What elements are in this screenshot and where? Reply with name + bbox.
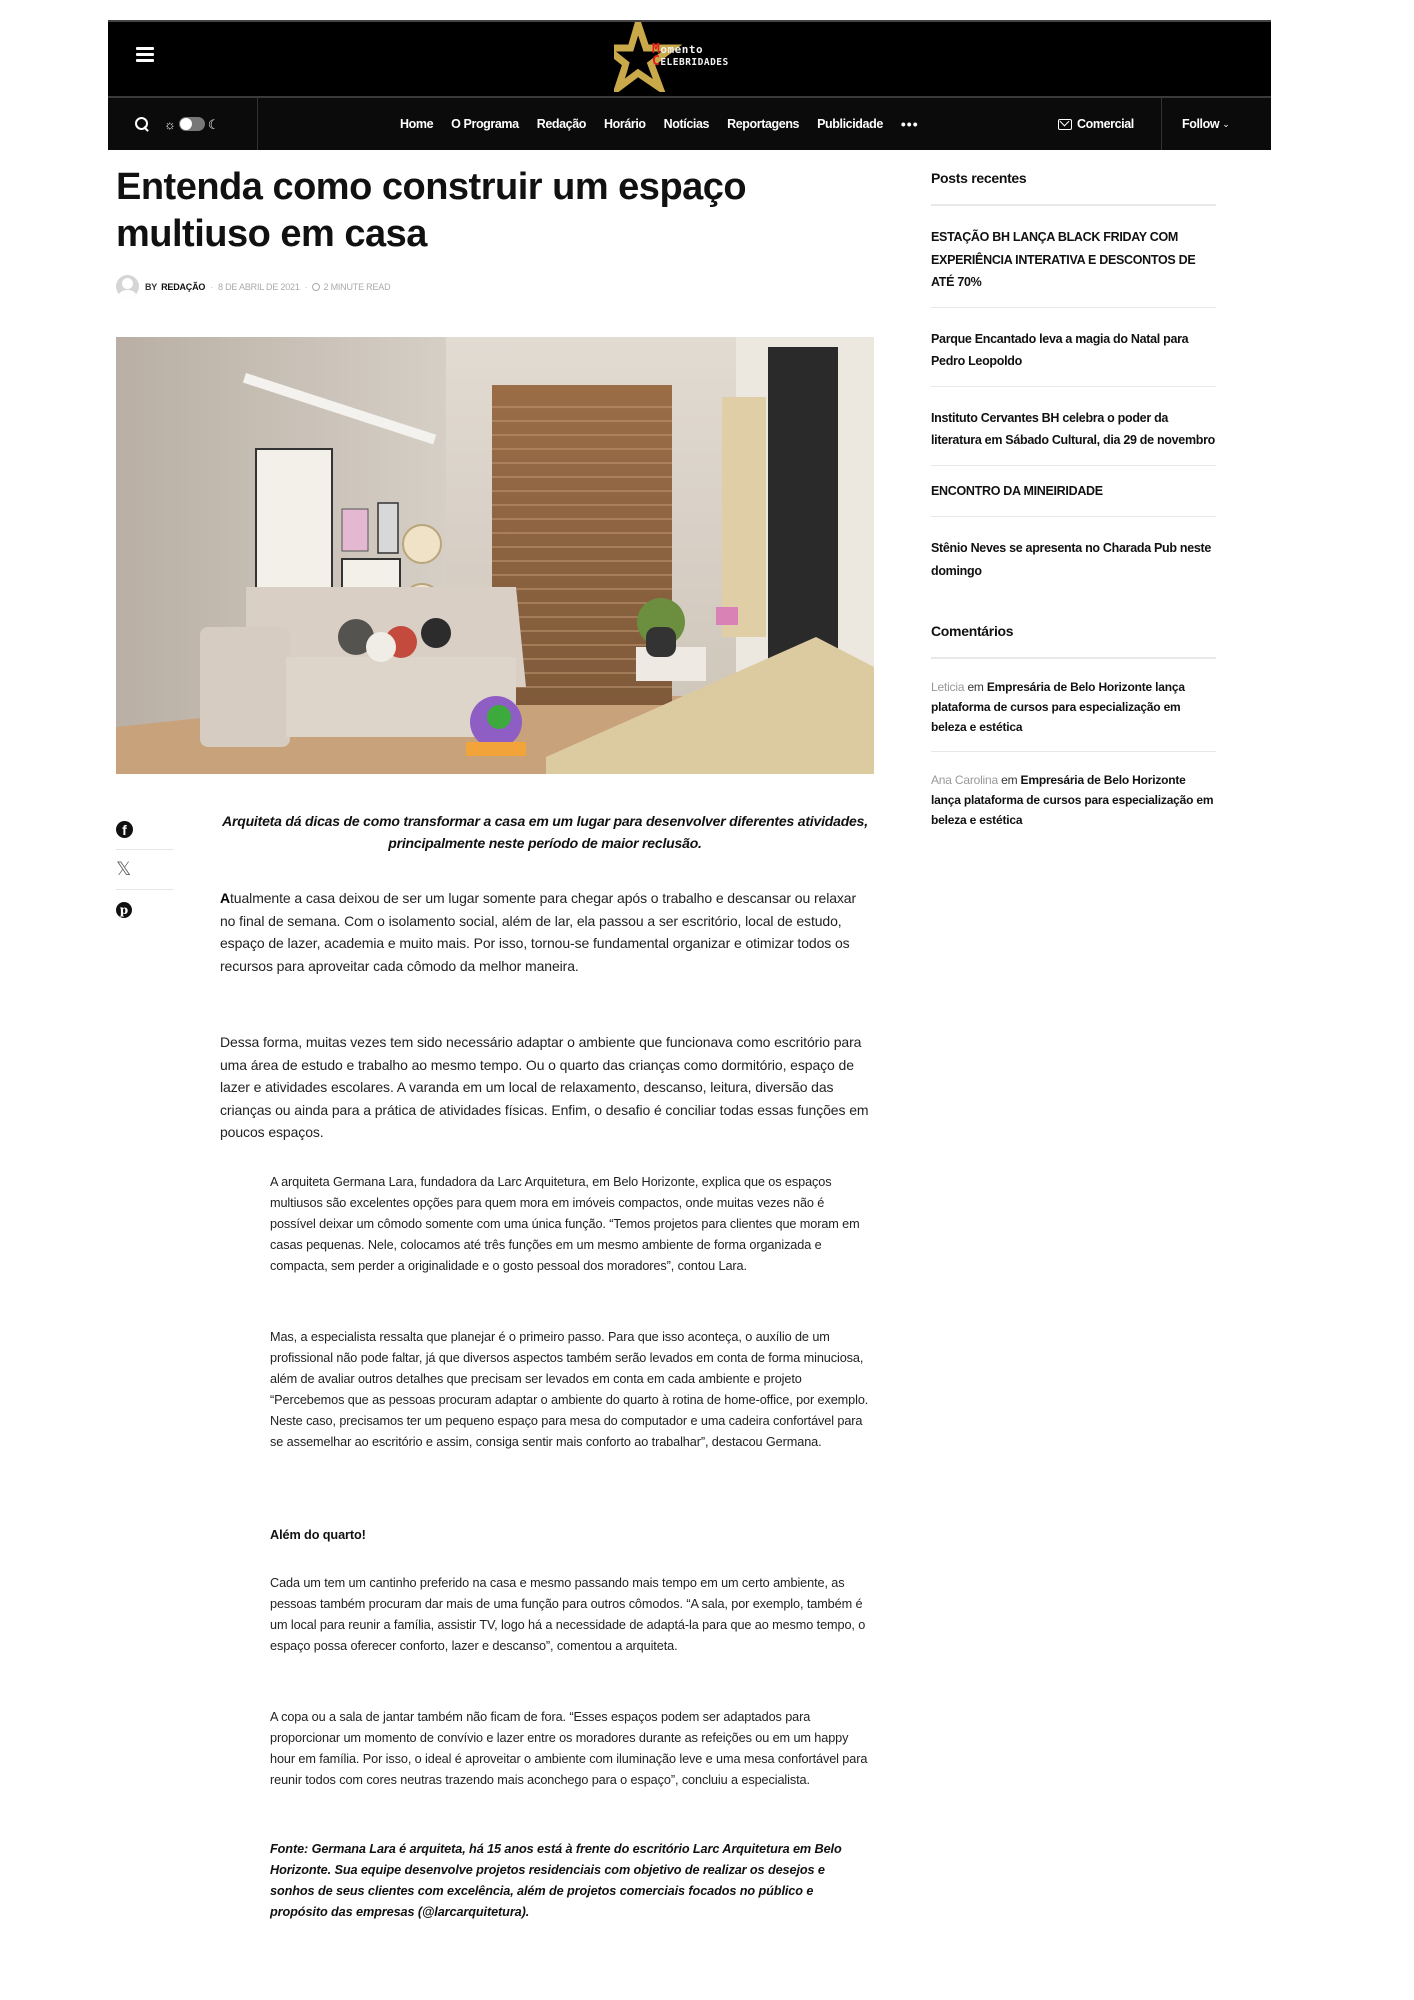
moon-icon: ☾ bbox=[207, 116, 220, 132]
comercial-link[interactable] bbox=[1058, 98, 1134, 150]
comment-em: em bbox=[1001, 773, 1018, 787]
nav-item-o-programa[interactable]: O Programa bbox=[451, 117, 519, 131]
author-avatar[interactable] bbox=[116, 275, 139, 298]
nav-item-horario[interactable]: Horário bbox=[604, 117, 646, 131]
recent-post-link[interactable]: Parque Encantado leva a magia do Natal para Pedro Leopoldo bbox=[931, 308, 1216, 387]
comment-post-link[interactable]: Empresária de Belo Horizonte lança plataforma de cursos para especialização em beleza e estética bbox=[931, 773, 1214, 827]
paragraph-text: tualmente a casa deixou de ser um lugar somente para chegar após o trabalho e descansar ou relaxar no final de semana. Com o isolamento social, além de lar, ela passou a ser escritório, local de estudo, espaço de lazer, academia e muito mais. Por isso, tornou-se fundamental organizar e otimizar todos os recursos para aproveitar cada cômodo da melhor maneira. bbox=[220, 890, 857, 974]
comment-author[interactable]: Leticia bbox=[931, 680, 965, 694]
sidebar bbox=[931, 170, 1216, 844]
site-header bbox=[108, 20, 1271, 150]
mail-icon bbox=[1058, 119, 1072, 130]
header-top-bar bbox=[108, 20, 1271, 96]
room-illustration bbox=[116, 337, 874, 774]
comercial-label: Comercial bbox=[1077, 117, 1134, 131]
recent-post-link[interactable]: ENCONTRO DA MINEIRIDADE bbox=[931, 466, 1216, 518]
facebook-icon: f bbox=[116, 821, 133, 838]
x-icon: 𝕏 bbox=[116, 858, 132, 880]
article-paragraph: A copa ou a sala de jantar também não ficam de fora. “Esses espaços podem ser adaptados para proporcionar um momento de convívio e lazer entre os moradores durante as refeições ou em um happy hour em família. Por isso, o ideal é aproveitar o ambiente com iluminação leve e uma mesa confortável para reunir todos com cores neutras trazendo mais aconchego para o espaço”, concluiu a especialista. bbox=[270, 1710, 868, 1787]
article-paragraph: A arquiteta Germana Lara, fundadora da Larc Arquitetura, em Belo Horizonte, explica que os espaços multiusos são excelentes opções para quem mora em imóveis compactos, onde muitas vezes não é possível deixar um cômodo somente com uma única função. “Temos projetos para clientes que moram em casas pequenas. Nele, colocamos até três funções em um mesmo ambiente de forma organizada e compacta, sem perder a originalidade e o gosto pessoal dos moradores”, contou Lara. bbox=[270, 1175, 860, 1273]
nav-item-publicidade[interactable]: Publicidade bbox=[817, 117, 883, 131]
follow-dropdown[interactable] bbox=[1161, 98, 1271, 150]
byline-separator: · bbox=[210, 281, 214, 292]
logo-cap-c: C bbox=[652, 54, 661, 69]
share-facebook[interactable] bbox=[116, 810, 174, 850]
share-x[interactable] bbox=[116, 850, 174, 890]
logo-cap-m: M bbox=[652, 42, 661, 57]
recent-posts-title: Posts recentes bbox=[931, 170, 1216, 206]
article-byline bbox=[116, 275, 390, 298]
byline-by: BY bbox=[145, 281, 158, 292]
byline-separator: · bbox=[304, 281, 308, 292]
recent-post-link[interactable]: ESTAÇÃO BH LANÇA BLACK FRIDAY COM EXPERIÊNCIA INTERATIVA E DESCONTOS DE ATÉ 70% bbox=[931, 206, 1216, 308]
theme-toggle[interactable] bbox=[164, 117, 220, 131]
more-menu-button[interactable]: ••• bbox=[900, 116, 919, 132]
author-link[interactable]: REDAÇÃO bbox=[161, 281, 206, 292]
article-paragraph: Cada um tem um cantinho preferido na casa e mesmo passando mais tempo em um certo ambiente, as pessoas também procuram dar mais de uma função para outros cômodos. “A sala, por exemplo, também é um local para reunir a família, assistir TV, logo há a necessidade de adaptá-la para que ao mesmo tempo, o espaço possa oferecer conforto, lazer e descanso”, comentou a arquiteta. bbox=[270, 1576, 866, 1653]
comment-author[interactable]: Ana Carolina bbox=[931, 773, 998, 787]
clock-icon bbox=[312, 283, 320, 291]
publish-date: 8 DE ABRIL DE 2021 bbox=[218, 281, 300, 292]
follow-label: Follow bbox=[1182, 117, 1220, 131]
site-logo[interactable] bbox=[614, 22, 754, 92]
pinterest-icon: p bbox=[116, 902, 132, 918]
nav-menu bbox=[400, 98, 919, 150]
recent-posts-list bbox=[931, 206, 1216, 595]
read-time: 2 MINUTE READ bbox=[323, 281, 391, 292]
article-subheading: Além do quarto! bbox=[270, 1528, 366, 1542]
comment-em: em bbox=[967, 680, 984, 694]
logo-line2: ELEBRIDADES bbox=[660, 57, 729, 68]
nav-item-redacao[interactable]: Redação bbox=[536, 117, 587, 131]
share-pinterest[interactable] bbox=[116, 890, 174, 930]
article-title: Entenda como construir um espaço multiuso em casa bbox=[116, 166, 747, 255]
comments-title: Comentários bbox=[931, 623, 1216, 659]
nav-item-home[interactable]: Home bbox=[400, 117, 434, 131]
recent-post-link[interactable]: Instituto Cervantes BH celebra o poder da literatura em Sábado Cultural, dia 29 de novembro bbox=[931, 387, 1216, 466]
nav-item-noticias[interactable]: Notícias bbox=[663, 117, 710, 131]
article-paragraph: Dessa forma, muitas vezes tem sido necessário adaptar o ambiente que funcionava como escritório para uma área de estudo e trabalho ao mesmo tempo. Ou o quarto das crianças como dormitório, espaço de lazer e atividades escolares. A varanda em um local de relaxamento, descanso, leitura, diversão das crianças ou ainda para a prática de atividades físicas. Enfim, o desafio é conciliar todas essas funções em poucos espaços. bbox=[220, 1034, 869, 1141]
logo-line1: omento bbox=[660, 43, 704, 56]
theme-switch[interactable] bbox=[179, 117, 205, 131]
recent-post-link[interactable]: Stênio Neves se apresenta no Charada Pub neste domingo bbox=[931, 541, 1212, 578]
share-bar bbox=[116, 810, 174, 930]
nav-tools bbox=[108, 98, 258, 150]
logo-wordmark bbox=[652, 44, 729, 69]
comment-post-link[interactable]: Empresária de Belo Horizonte lança plataforma de cursos para especialização em beleza e estética bbox=[931, 680, 1185, 734]
hamburger-icon[interactable] bbox=[136, 47, 154, 63]
comment-item bbox=[931, 659, 1216, 752]
article-lede: Arquiteta dá dicas de como transformar a casa em um lugar para desenvolver diferentes atividades, principalmente neste período de maior reclusão. bbox=[222, 813, 868, 851]
search-icon[interactable] bbox=[134, 116, 150, 132]
sun-icon: ☼ bbox=[164, 116, 176, 132]
article-paragraph: Mas, a especialista ressalta que planejar é o primeiro passo. Para que isso aconteça, o auxílio de um profissional não pode faltar, já que diversos aspectos também serão levados em conta de forma minuciosa, além de avaliar outros detalhes que precisam ser levados em conta em cada ambiente e projeto “Percebemos que as pessoas procuram adaptar o ambiente do quarto à rotina de home-office, por exemplo. Neste caso, precisamos ter um pequeno espaço para mesa do computador e uma cadeira confortável para se assemelhar ao escritório e assim, consiga sentir mais conforto ao trabalhar”, destacou Germana. bbox=[270, 1330, 869, 1449]
comment-item bbox=[931, 752, 1216, 844]
drop-letter: A bbox=[220, 890, 231, 906]
nav-item-reportagens[interactable]: Reportagens bbox=[727, 117, 800, 131]
chevron-down-icon: ⌄ bbox=[1222, 118, 1230, 129]
main-navigation bbox=[108, 96, 1271, 150]
article-source-note: Fonte: Germana Lara é arquiteta, há 15 anos está à frente do escritório Larc Arquitetura em Belo Horizonte. Sua equipe desenvolve projetos residenciais com objetivo de realizar os desejos e sonhos de seus clientes com excelência, além de projetos comerciais focados no público e propósito das empresas (@larcarquitetura). bbox=[270, 1842, 842, 1919]
article-paragraph bbox=[220, 887, 868, 977]
hero-image bbox=[116, 337, 874, 774]
comments-list bbox=[931, 659, 1216, 844]
